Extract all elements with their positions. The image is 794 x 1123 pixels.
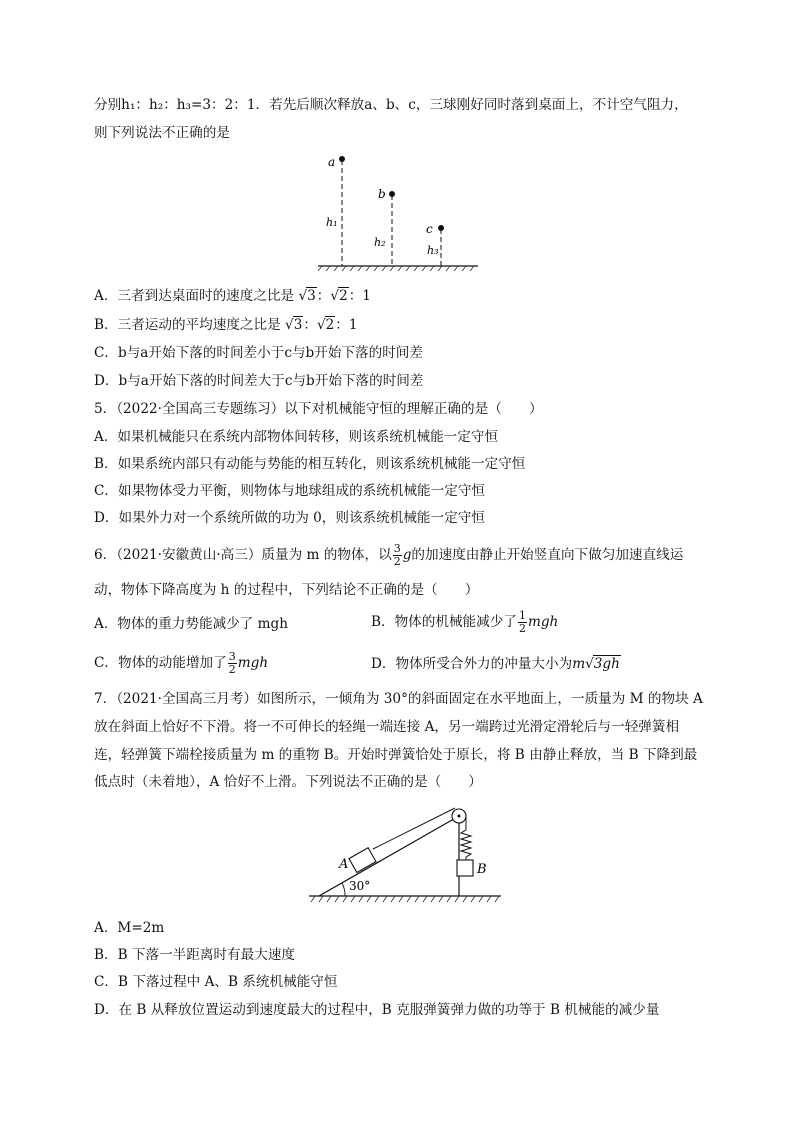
q4-drop-figure [310,148,485,273]
q7-option-d: D．在 B 从释放位置运动到速度最大的过程中，B 克服弹簧弹力做的功等于 B 机械能的减少量 [94,1002,660,1018]
q7-stem-line1: 7．（2021·全国高三月考）如图所示，一倾角为 30°的斜面固定在水平地面上，一质量为 M 的物块 A [94,691,703,707]
q6-option-d: D．物体所受合外力的冲量大小为m√3gh [371,656,620,672]
label-block-a: A [339,857,349,872]
q7-stem-line3: 连，轻弹簧下端栓接质量为 m 的重物 B。开始时弹簧恰处于原长，将 B 由静止释放，当 B 下降到最 [94,747,698,763]
q6-option-b: B．物体的机械能减少了 $\frac{1}{2}$ mgh [371,609,559,635]
q5-option-b: B．如果系统内部只有动能与势能的相互转化，则该系统机械能一定守恒 [94,456,526,472]
label-a: a [328,155,336,169]
q5-option-d: D．如果外力对一个系统所做的功为 0，则该系统机械能一定守恒 [94,510,485,526]
q7-option-a: A．M=2m [94,920,165,936]
q7-incline-figure [305,800,505,910]
q7-option-b: B．B 下落一半距离时有最大速度 [94,947,296,963]
block-b [457,860,473,876]
q4-stem-line1: 分别h₁：h₂：h₃=3：2：1．若先后顺次释放a、b、c，三球刚好同时落到桌面上，不计空气阻力， [94,97,688,113]
ball-b [389,191,395,197]
q7-stem-line4: 低点时（未着地），A 恰好不上滑。下列说法不正确的是（ ） [94,774,482,790]
q5-option-c: C．如果物体受力平衡，则物体与地球组成的系统机械能一定守恒 [94,483,486,499]
label-h2: h₂ [374,236,386,249]
q6-stem-line1: 6．（2021·安徽黄山·高三）质量为 m 的物体，以 $\frac{3}{2}$ g的加速度由静止开始竖直向下做匀加速直线运 [94,542,684,568]
q7-option-c: C．B 下落过程中 A、B 系统机械能守恒 [94,974,338,990]
q6-option-c: C．物体的动能增加了 $\frac{3}{2}$ mgh [94,650,269,676]
label-b: b [378,187,386,201]
q6-stem-line2: 动，物体下降高度为 h 的过程中，下列结论不正确的是（ ） [94,582,479,598]
q5-option-a: A．如果机械能只在系统内部物体间转移，则该系统机械能一定守恒 [94,429,499,445]
q4-option-a: A．三者到达桌面时的速度之比是 √3：√2：1 [94,288,371,304]
q5-stem: 5．（2022·全国高三专题练习）以下对机械能守恒的理解正确的是（ ） [94,401,543,417]
angle-label: 30° [349,879,371,893]
q7-stem-line2: 放在斜面上恰好不下滑。将一不可伸长的轻绳一端连接 A，另一端跨过光滑定滑轮后与一轻弹簧相 [94,719,680,735]
label-c: c [426,222,433,236]
ball-a [339,156,345,162]
q6-option-a: A．物体的重力势能减少了 mgh [94,616,289,632]
spring [461,830,471,860]
q4-option-b: B．三者运动的平均速度之比是 √3：√2：1 [94,317,358,333]
label-h1: h₁ [326,216,338,229]
label-h3: h₃ [427,244,439,257]
q4-option-d: D．b与a开始下落的时间差大于c与b开始下落的时间差 [94,373,424,389]
q4-option-c: C．b与a开始下落的时间差小于c与b开始下落的时间差 [94,345,423,361]
q4-stem-line2: 则下列说法不正确的是 [94,125,230,141]
label-block-b: B [477,862,487,877]
block-a [349,848,376,873]
ball-c [438,225,444,231]
